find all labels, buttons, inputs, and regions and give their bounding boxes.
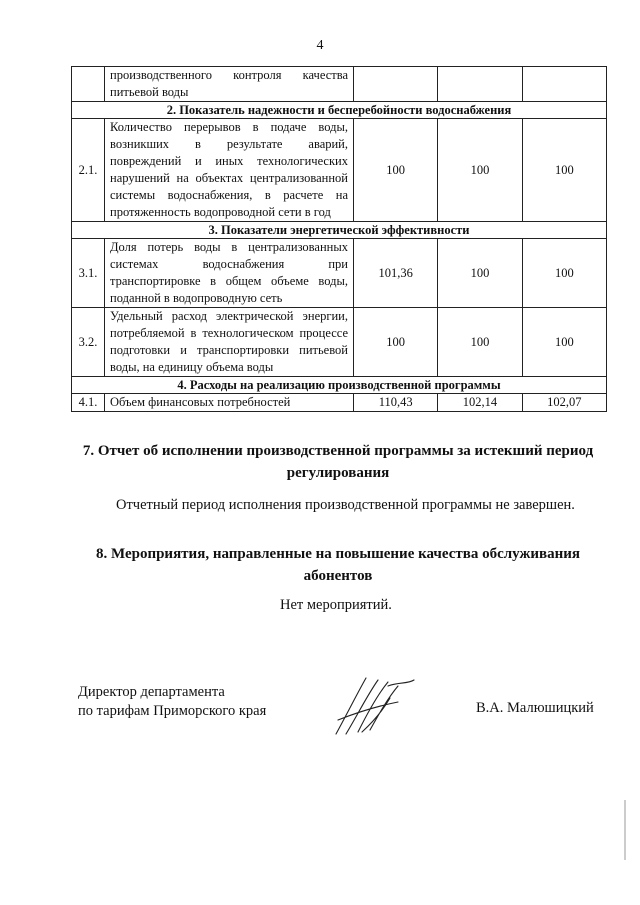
value-col-1: 100 (354, 308, 438, 377)
row-number: 2.1. (72, 119, 105, 222)
value-col-3 (522, 67, 606, 102)
table-row (72, 119, 607, 222)
section-title: 3. Показатели энергетической эффективности (72, 222, 607, 239)
section-title: 4. Расходы на реализацию производственной программы (72, 377, 607, 394)
table-section-row (72, 222, 607, 239)
value-col-1 (354, 67, 438, 102)
indicator-description: Удельный расход электрической энергии, потребляемой в технологическом процессе подготовки и транспортировки питьевой воды, на единицу объема воды (105, 308, 354, 377)
row-number: 3.1. (72, 239, 105, 308)
table-row (72, 239, 607, 308)
table-row (72, 394, 607, 412)
section-8-heading: 8. Мероприятия, направленные на повышение качества обслуживания абонентов (95, 546, 580, 584)
value-col-3: 100 (522, 119, 606, 222)
indicator-description: Объем финансовых потребностей (105, 394, 354, 412)
table-row (72, 67, 607, 102)
signatory-name: В.А. Малюшицкий (476, 700, 594, 716)
value-col-2: 100 (438, 119, 522, 222)
signatory-position-line-2: по тарифам Приморского края (78, 703, 267, 719)
signatory-position-line-1: Директор департамента (78, 684, 225, 700)
section-7-heading: 7. Отчет об исполнении производственной программы за истекший период регулирования (82, 443, 594, 481)
row-number: 4.1. (72, 394, 105, 412)
signatory-position (78, 683, 266, 721)
value-col-3: 100 (522, 239, 606, 308)
indicator-description: Доля потерь воды в централизованных системах водоснабжения при транспортировке в общем объеме воды, поданной в водопроводную сеть (105, 239, 354, 308)
value-col-2: 100 (438, 308, 522, 377)
indicator-description: производственного контроля качества питьевой воды (105, 67, 354, 102)
table-row (72, 308, 607, 377)
scan-edge-mark (624, 800, 626, 860)
value-col-2: 100 (438, 239, 522, 308)
production-program-table (71, 66, 607, 412)
section-7-text: Отчетный период исполнения производственной программы не завершен. (116, 497, 575, 513)
row-number (72, 67, 105, 102)
value-col-2: 102,14 (438, 394, 522, 412)
table-section-row (72, 102, 607, 119)
value-col-1: 100 (354, 119, 438, 222)
indicator-description: Количество перерывов в подаче воды, возникших в результате аварий, повреждений и иных технологических нарушений на объектах централизованной системы водоснабжения, в расчете на протяженность водопроводной сети в год (105, 119, 354, 222)
section-title: 2. Показатель надежности и бесперебойности водоснабжения (72, 102, 607, 119)
value-col-3: 100 (522, 308, 606, 377)
row-number: 3.2. (72, 308, 105, 377)
value-col-3: 102,07 (522, 394, 606, 412)
table-section-row (72, 377, 607, 394)
section-8-text: Нет мероприятий. (280, 597, 392, 613)
value-col-2 (438, 67, 522, 102)
value-col-1: 101,36 (354, 239, 438, 308)
handwritten-signature (328, 672, 418, 742)
page-number: 4 (316, 38, 324, 53)
value-col-1: 110,43 (354, 394, 438, 412)
